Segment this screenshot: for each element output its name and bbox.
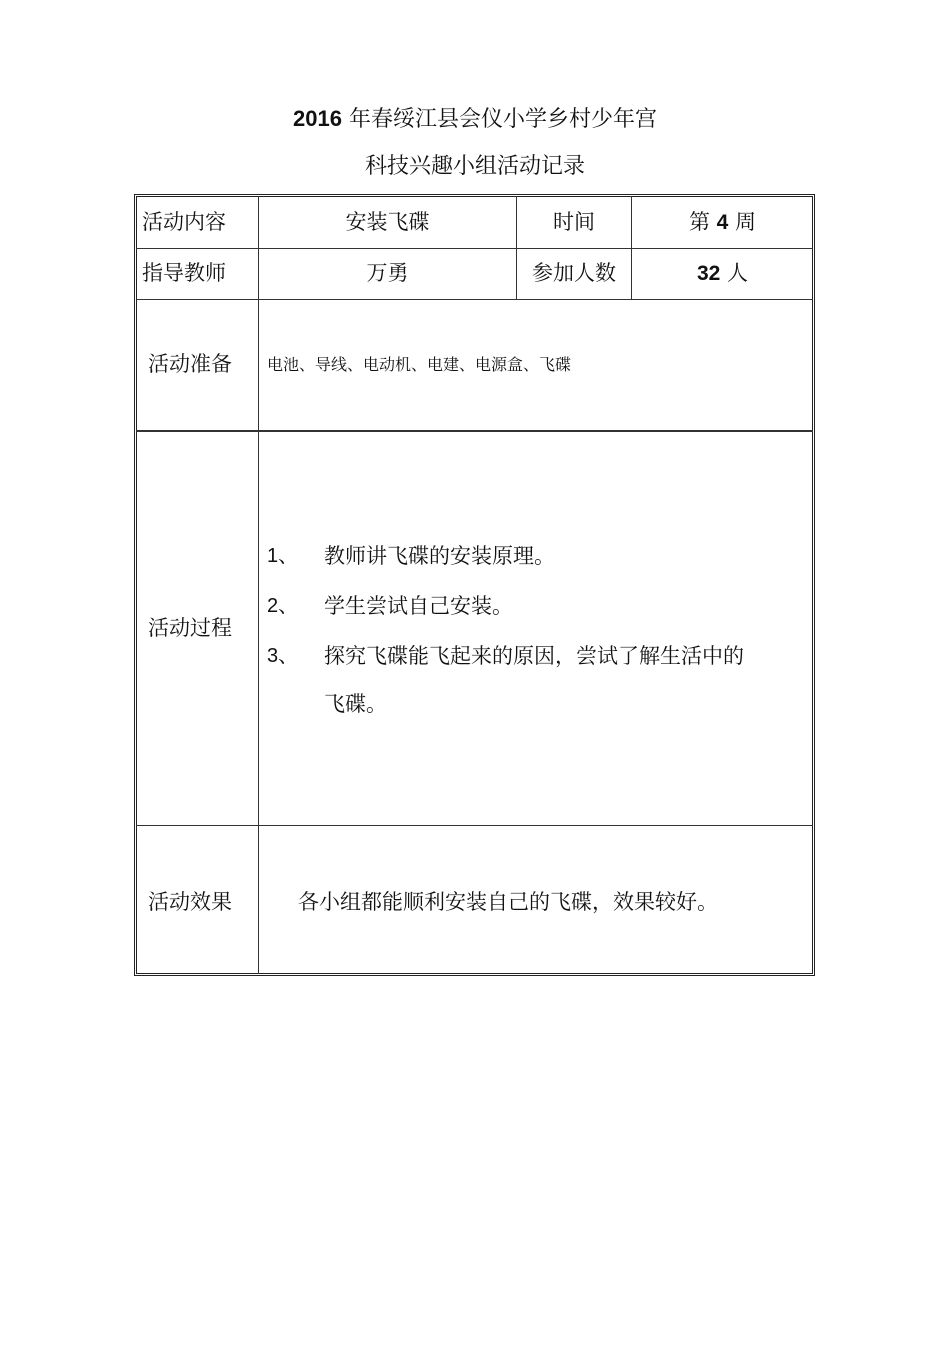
step-number: 2、 [267,595,299,617]
column-divider [258,196,259,974]
label-process: 活动过程 [148,616,232,640]
label-preparation: 活动准备 [148,352,232,376]
label-teacher: 指导教师 [142,261,226,285]
step-text: 学生尝试自己安装。 [324,594,513,618]
activity-record-table [134,194,815,976]
value-preparation: 电池、导线、电动机、电建、电源盒、飞碟 [267,355,572,374]
value-teacher: 万勇 [366,261,409,285]
value-activity-content: 安装飞碟 [345,210,430,234]
count-suffix: 人 [720,261,749,285]
step-text: 教师讲飞碟的安装原理。 [324,544,555,568]
title-year: 2016 [293,106,342,131]
row-divider [136,299,813,300]
value-effect: 各小组都能顺利安装自己的飞碟，效果较好。 [298,890,718,914]
step-number: 1、 [267,545,299,567]
title-text: 年春绥江县会仪小学乡村少年宫 [341,107,657,132]
label-activity-content: 活动内容 [142,210,226,234]
time-number: 4 [716,211,729,234]
step-text-continued: 飞碟。 [324,692,387,716]
count-number: 32 [696,262,721,285]
label-participant-count: 参加人数 [532,261,616,285]
document-subtitle: 科技兴趣小组活动记录 [364,154,585,179]
time-suffix: 周 [728,210,757,234]
step-text: 探究飞碟能飞起来的原因，尝试了解生活中的 [324,644,744,668]
step-number: 3、 [267,645,299,667]
time-prefix: 第 [688,210,717,234]
label-effect: 活动效果 [148,890,232,914]
value-participant-count [632,259,813,288]
value-time [632,208,813,237]
label-time: 时间 [553,210,595,234]
row-divider [136,248,813,249]
row-divider [136,825,813,826]
row-divider [136,430,813,432]
document-title [0,104,950,135]
